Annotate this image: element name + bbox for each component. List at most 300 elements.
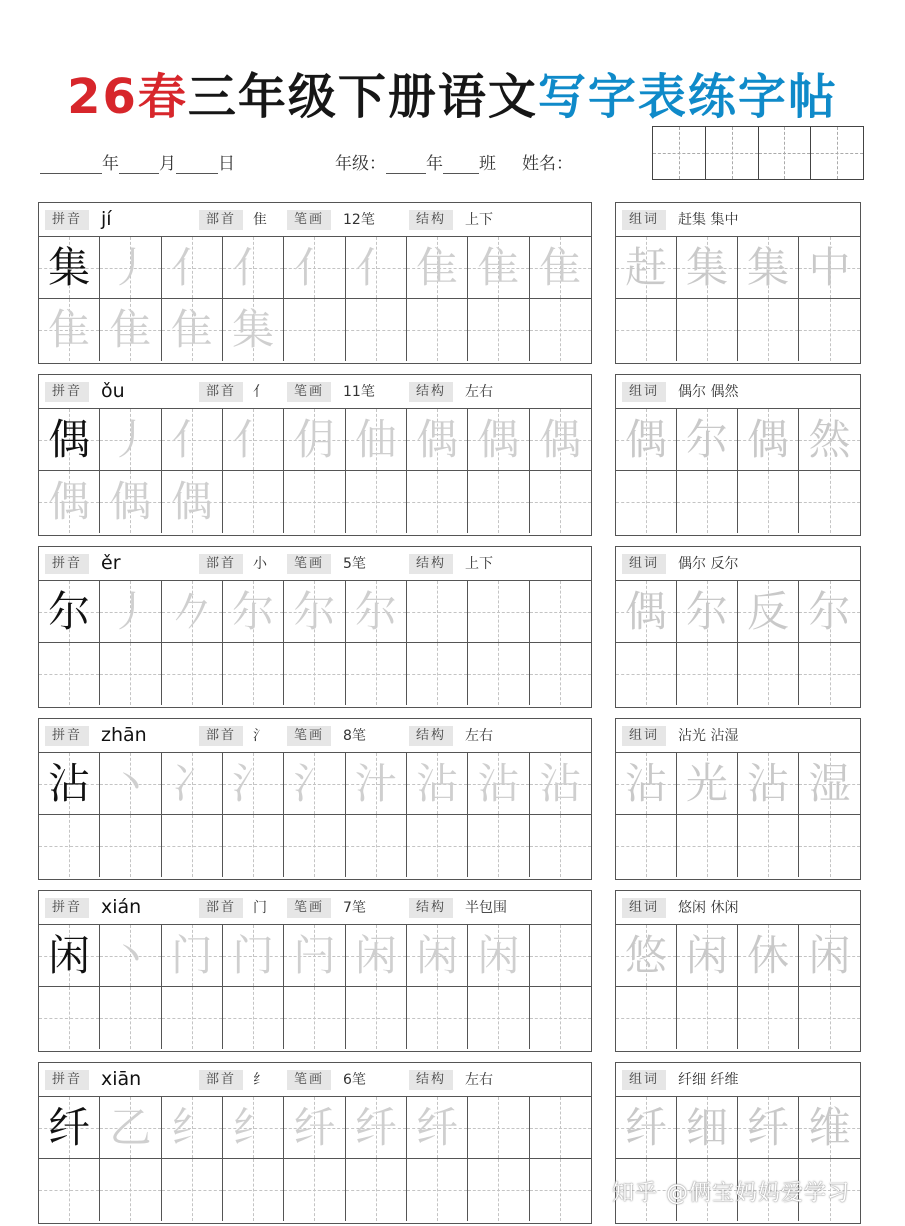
- word-cell[interactable]: [738, 237, 799, 299]
- practice-block: [38, 718, 861, 880]
- word-cell[interactable]: [616, 471, 677, 533]
- word-cell[interactable]: [738, 753, 799, 815]
- word-cell[interactable]: [677, 643, 738, 705]
- trace-char: 维: [808, 1102, 851, 1152]
- practice-cell[interactable]: [468, 987, 529, 1049]
- char-header: [39, 375, 591, 409]
- pinyin-value: ǒu: [101, 380, 125, 402]
- pinyin-value: ěr: [101, 552, 121, 574]
- month-label: 月: [159, 154, 176, 174]
- practice-cell[interactable]: [346, 753, 407, 815]
- structure-label: 结构: [409, 210, 453, 230]
- word-cell[interactable]: [677, 299, 738, 361]
- words-value: 沾光 沾湿: [678, 728, 739, 744]
- practice-cell[interactable]: [346, 581, 407, 643]
- structure-value: 上下: [465, 212, 493, 228]
- trace-char: 沾: [746, 758, 789, 808]
- structure-label: 结构: [409, 382, 453, 402]
- practice-cell[interactable]: [39, 471, 100, 533]
- strokes-label: 笔画: [287, 1070, 331, 1090]
- practice-cell[interactable]: [468, 237, 529, 299]
- stroke-step-char: 纟: [170, 1102, 213, 1152]
- trace-char: 闲: [808, 930, 851, 980]
- practice-cell[interactable]: [407, 987, 468, 1049]
- trace-char: 纤: [624, 1102, 667, 1152]
- practice-cell[interactable]: [284, 581, 345, 643]
- practice-cell[interactable]: [162, 815, 223, 877]
- structure-value: 左右: [465, 384, 493, 400]
- trace-char: 休: [746, 930, 789, 980]
- words-label: 组词: [622, 554, 666, 574]
- stroke-step-char: 纤: [354, 1102, 397, 1152]
- strokes-label: 笔画: [287, 726, 331, 746]
- strokes-label: 笔画: [287, 210, 331, 230]
- practice-cell[interactable]: [407, 471, 468, 533]
- practice-cell[interactable]: [100, 299, 161, 361]
- practice-cell[interactable]: [39, 643, 100, 705]
- word-cell[interactable]: [677, 1097, 738, 1159]
- stroke-step-char: 偶: [48, 477, 91, 526]
- word-cell[interactable]: [799, 925, 860, 987]
- trace-char: 集: [746, 242, 789, 292]
- name-box[interactable]: [652, 126, 864, 180]
- practice-cell[interactable]: [530, 237, 591, 299]
- structure-label: 结构: [409, 898, 453, 918]
- word-cell[interactable]: [799, 987, 860, 1049]
- word-cell[interactable]: [616, 409, 677, 471]
- practice-cell[interactable]: [39, 237, 100, 299]
- words-value: 偶尔 偶然: [678, 384, 739, 400]
- title-blue: 写字表练字帖: [537, 69, 838, 125]
- stroke-step-char: 闲: [477, 930, 520, 980]
- practice-cell[interactable]: [346, 1097, 407, 1159]
- practice-cell[interactable]: [284, 299, 345, 361]
- practice-cell[interactable]: [407, 237, 468, 299]
- pinyin-value: jí: [101, 208, 112, 230]
- stroke-step-char: 偶: [170, 477, 213, 526]
- structure-label: 结构: [409, 1070, 453, 1090]
- trace-char: 纤: [746, 1102, 789, 1152]
- word-cell[interactable]: [738, 1097, 799, 1159]
- stroke-step-char: 偶: [416, 414, 459, 464]
- grade-year-label: 年: [426, 154, 443, 174]
- day-blank[interactable]: [176, 154, 218, 174]
- words-header: [616, 547, 860, 581]
- trace-char: 赶: [624, 242, 667, 292]
- practice-cell[interactable]: [346, 1159, 407, 1221]
- word-cell[interactable]: [616, 581, 677, 643]
- stroke-step-char: 隹: [48, 305, 91, 354]
- word-cell[interactable]: [799, 581, 860, 643]
- radical-value: 氵: [253, 728, 267, 744]
- words-value: 赶集 集中: [678, 212, 739, 228]
- word-cell[interactable]: [616, 643, 677, 705]
- words-header: [616, 719, 860, 753]
- word-cell[interactable]: [799, 237, 860, 299]
- stroke-step-char: 汁: [354, 758, 397, 808]
- practice-cell[interactable]: [100, 1097, 161, 1159]
- words-label: 组词: [622, 1070, 666, 1090]
- stroke-step-char: 纟: [232, 1102, 275, 1152]
- practice-cell[interactable]: [530, 925, 591, 987]
- stroke-step-char: 隹: [539, 242, 582, 292]
- structure-value: 左右: [465, 1072, 493, 1088]
- day-label: 日: [218, 154, 235, 174]
- trace-char: 集: [685, 242, 728, 292]
- strokes-value: 7笔: [343, 900, 366, 916]
- practice-cell[interactable]: [407, 815, 468, 877]
- practice-cell[interactable]: [346, 471, 407, 533]
- grade-label: 年级：: [335, 154, 386, 174]
- practice-cell[interactable]: [346, 815, 407, 877]
- words-label: 组词: [622, 210, 666, 230]
- practice-cell[interactable]: [346, 237, 407, 299]
- practice-cell[interactable]: [468, 925, 529, 987]
- trace-char: 然: [808, 414, 851, 464]
- structure-label: 结构: [409, 726, 453, 746]
- radical-value: 小: [253, 556, 267, 572]
- practice-cell[interactable]: [223, 1097, 284, 1159]
- practice-cell[interactable]: [39, 815, 100, 877]
- practice-cell[interactable]: [530, 471, 591, 533]
- practice-cell[interactable]: [100, 581, 161, 643]
- trace-char: 尔: [685, 586, 728, 636]
- practice-cell[interactable]: [346, 299, 407, 361]
- practice-cell[interactable]: [530, 643, 591, 705]
- practice-cell[interactable]: [346, 409, 407, 471]
- practice-cell[interactable]: [162, 753, 223, 815]
- stroke-step-char: 隹: [416, 242, 459, 292]
- strokes-value: 11笔: [343, 384, 375, 400]
- practice-cell[interactable]: [284, 987, 345, 1049]
- word-cell[interactable]: [738, 987, 799, 1049]
- practice-cell[interactable]: [468, 299, 529, 361]
- practice-cell[interactable]: [223, 299, 284, 361]
- words-panel: [615, 546, 861, 708]
- word-cell[interactable]: [799, 1097, 860, 1159]
- practice-cell[interactable]: [100, 237, 161, 299]
- words-panel: [615, 718, 861, 880]
- practice-cell[interactable]: [407, 299, 468, 361]
- practice-cell[interactable]: [100, 643, 161, 705]
- char-header: [39, 203, 591, 237]
- word-cell[interactable]: [738, 581, 799, 643]
- radical-value: 隹: [253, 212, 267, 228]
- char-panel: [38, 1062, 592, 1224]
- pinyin-label: 拼音: [45, 898, 89, 918]
- stroke-step-char: 丿: [109, 414, 152, 464]
- radical-value: 亻: [253, 384, 267, 400]
- month-blank[interactable]: [119, 154, 159, 174]
- pinyin-label: 拼音: [45, 726, 89, 746]
- stroke-step-char: 氵: [293, 758, 336, 808]
- grade-year-blank[interactable]: [386, 154, 426, 174]
- word-cell[interactable]: [799, 753, 860, 815]
- words-panel: [615, 890, 861, 1052]
- practice-cell[interactable]: [468, 409, 529, 471]
- word-cell[interactable]: [616, 299, 677, 361]
- word-cell[interactable]: [738, 409, 799, 471]
- practice-cell[interactable]: [162, 643, 223, 705]
- practice-cell[interactable]: [284, 1159, 345, 1221]
- char-header: [39, 1063, 591, 1097]
- word-cell[interactable]: [616, 753, 677, 815]
- model-char: 尔: [48, 586, 91, 636]
- char-panel: [38, 718, 592, 880]
- pinyin-value: xián: [101, 896, 142, 918]
- practice-cell[interactable]: [468, 471, 529, 533]
- practice-cell[interactable]: [530, 409, 591, 471]
- practice-cell[interactable]: [407, 753, 468, 815]
- trace-char: 反: [746, 586, 789, 636]
- practice-cell[interactable]: [39, 299, 100, 361]
- word-cell[interactable]: [799, 299, 860, 361]
- stroke-step-char: 冫: [170, 758, 213, 808]
- pinyin-label: 拼音: [45, 382, 89, 402]
- structure-value: 上下: [465, 556, 493, 572]
- stroke-step-char: 偶: [109, 477, 152, 526]
- words-header: [616, 375, 860, 409]
- word-cell[interactable]: [616, 987, 677, 1049]
- info-line: [40, 146, 573, 174]
- practice-cell[interactable]: [468, 581, 529, 643]
- stroke-step-char: 集: [232, 305, 275, 354]
- practice-cell[interactable]: [223, 581, 284, 643]
- stroke-step-char: 隹: [477, 242, 520, 292]
- word-cell[interactable]: [677, 815, 738, 877]
- words-panel: [615, 202, 861, 364]
- trace-char: 光: [685, 758, 728, 808]
- model-char: 闲: [48, 930, 91, 980]
- practice-cell[interactable]: [530, 581, 591, 643]
- words-label: 组词: [622, 898, 666, 918]
- stroke-step-char: 亻: [232, 242, 275, 292]
- practice-cell[interactable]: [346, 987, 407, 1049]
- practice-cell[interactable]: [100, 815, 161, 877]
- practice-cell[interactable]: [284, 1097, 345, 1159]
- practice-cell[interactable]: [39, 409, 100, 471]
- practice-cell[interactable]: [39, 581, 100, 643]
- practice-cell[interactable]: [346, 925, 407, 987]
- practice-cell[interactable]: [468, 1159, 529, 1221]
- word-cell[interactable]: [677, 925, 738, 987]
- practice-cell[interactable]: [530, 299, 591, 361]
- strokes-value: 8笔: [343, 728, 366, 744]
- practice-cell[interactable]: [162, 237, 223, 299]
- words-value: 悠闲 休闲: [678, 900, 739, 916]
- char-panel: [38, 890, 592, 1052]
- stroke-step-char: 亻: [232, 414, 275, 464]
- year-blank[interactable]: [40, 154, 102, 174]
- words-header: [616, 1063, 860, 1097]
- practice-cell[interactable]: [284, 643, 345, 705]
- stroke-step-char: 丿: [109, 242, 152, 292]
- practice-cell[interactable]: [530, 815, 591, 877]
- structure-value: 左右: [465, 728, 493, 744]
- radical-value: 门: [253, 900, 267, 916]
- stroke-step-char: 亻: [293, 242, 336, 292]
- practice-cell[interactable]: [223, 925, 284, 987]
- word-cell[interactable]: [616, 815, 677, 877]
- practice-cell[interactable]: [407, 925, 468, 987]
- word-cell[interactable]: [616, 237, 677, 299]
- practice-cell[interactable]: [223, 643, 284, 705]
- practice-cell[interactable]: [284, 925, 345, 987]
- practice-cell[interactable]: [162, 925, 223, 987]
- practice-cell[interactable]: [39, 1097, 100, 1159]
- practice-cell[interactable]: [530, 987, 591, 1049]
- stroke-step-char: 尔: [232, 586, 275, 636]
- char-panel: [38, 374, 592, 536]
- char-header: [39, 891, 591, 925]
- strokes-label: 笔画: [287, 554, 331, 574]
- practice-cell[interactable]: [162, 987, 223, 1049]
- stroke-step-char: 亻: [170, 242, 213, 292]
- practice-cell[interactable]: [100, 409, 161, 471]
- practice-cell[interactable]: [100, 471, 161, 533]
- practice-cell[interactable]: [468, 753, 529, 815]
- practice-cell[interactable]: [223, 815, 284, 877]
- practice-cell[interactable]: [468, 815, 529, 877]
- trace-char: 湿: [808, 758, 851, 808]
- words-header: [616, 891, 860, 925]
- practice-cell[interactable]: [284, 815, 345, 877]
- words-label: 组词: [622, 726, 666, 746]
- radical-label: 部首: [199, 554, 243, 574]
- practice-cell[interactable]: [39, 925, 100, 987]
- stroke-step-char: 尔: [293, 586, 336, 636]
- practice-cell[interactable]: [223, 1159, 284, 1221]
- radical-label: 部首: [199, 898, 243, 918]
- word-cell[interactable]: [616, 1097, 677, 1159]
- word-cell[interactable]: [799, 643, 860, 705]
- practice-cell[interactable]: [530, 753, 591, 815]
- word-cell[interactable]: [799, 409, 860, 471]
- model-char: 集: [48, 242, 91, 292]
- pinyin-label: 拼音: [45, 554, 89, 574]
- practice-cell[interactable]: [100, 1159, 161, 1221]
- practice-block: [38, 374, 861, 536]
- practice-cell[interactable]: [407, 1159, 468, 1221]
- model-char: 沾: [48, 758, 91, 808]
- structure-value: 半包围: [465, 900, 507, 916]
- word-cell[interactable]: [738, 471, 799, 533]
- stroke-step-char: 亻: [354, 242, 397, 292]
- radical-label: 部首: [199, 726, 243, 746]
- word-cell[interactable]: [677, 409, 738, 471]
- name-label: 姓名：: [522, 154, 573, 174]
- stroke-step-char: 隹: [170, 305, 213, 354]
- word-cell[interactable]: [677, 237, 738, 299]
- strokes-value: 12笔: [343, 212, 375, 228]
- strokes-value: 6笔: [343, 1072, 366, 1088]
- practice-cell[interactable]: [284, 471, 345, 533]
- stroke-step-char: 仴: [293, 414, 336, 464]
- trace-char: 尔: [685, 414, 728, 464]
- radical-label: 部首: [199, 210, 243, 230]
- practice-cell[interactable]: [468, 1097, 529, 1159]
- practice-cell[interactable]: [162, 409, 223, 471]
- practice-cell[interactable]: [162, 581, 223, 643]
- pinyin-value: xiān: [101, 1068, 142, 1090]
- practice-cell[interactable]: [530, 1097, 591, 1159]
- practice-cell[interactable]: [223, 753, 284, 815]
- char-panel: [38, 202, 592, 364]
- practice-cell[interactable]: [100, 753, 161, 815]
- stroke-step-char: 纤: [293, 1102, 336, 1152]
- stroke-step-char: 氵: [232, 758, 275, 808]
- practice-cell[interactable]: [162, 299, 223, 361]
- practice-cell[interactable]: [284, 237, 345, 299]
- practice-cell[interactable]: [407, 643, 468, 705]
- practice-cell[interactable]: [468, 643, 529, 705]
- word-cell[interactable]: [799, 815, 860, 877]
- stroke-step-char: 伷: [354, 414, 397, 464]
- practice-cell[interactable]: [223, 237, 284, 299]
- word-cell[interactable]: [677, 753, 738, 815]
- radical-label: 部首: [199, 1070, 243, 1090]
- word-cell[interactable]: [738, 299, 799, 361]
- practice-cell[interactable]: [223, 471, 284, 533]
- char-panel: [38, 546, 592, 708]
- word-cell[interactable]: [616, 925, 677, 987]
- word-cell[interactable]: [738, 815, 799, 877]
- model-char: 纤: [48, 1102, 91, 1152]
- word-cell[interactable]: [677, 987, 738, 1049]
- practice-cell[interactable]: [162, 471, 223, 533]
- stroke-step-char: 隹: [109, 305, 152, 354]
- stroke-step-char: 丶: [109, 930, 152, 980]
- practice-cell[interactable]: [39, 753, 100, 815]
- stroke-step-char: 闲: [354, 930, 397, 980]
- words-value: 偶尔 反尔: [678, 556, 739, 572]
- title-red: 26春: [67, 69, 188, 125]
- strokes-label: 笔画: [287, 898, 331, 918]
- strokes-value: 5笔: [343, 556, 366, 572]
- practice-block: [38, 546, 861, 708]
- practice-cell[interactable]: [223, 409, 284, 471]
- practice-cell[interactable]: [100, 987, 161, 1049]
- strokes-label: 笔画: [287, 382, 331, 402]
- practice-cell[interactable]: [39, 987, 100, 1049]
- words-panel: [615, 374, 861, 536]
- practice-cell[interactable]: [39, 1159, 100, 1221]
- word-cell[interactable]: [738, 643, 799, 705]
- word-cell[interactable]: [677, 471, 738, 533]
- practice-cell[interactable]: [223, 987, 284, 1049]
- practice-cell[interactable]: [407, 581, 468, 643]
- word-cell[interactable]: [799, 471, 860, 533]
- practice-cell[interactable]: [284, 753, 345, 815]
- practice-cell[interactable]: [407, 409, 468, 471]
- page-title: [0, 58, 905, 127]
- practice-cell[interactable]: [407, 1097, 468, 1159]
- practice-cell[interactable]: [346, 643, 407, 705]
- words-value: 纤细 纤维: [678, 1072, 739, 1088]
- class-blank[interactable]: [443, 154, 479, 174]
- practice-cell[interactable]: [162, 1159, 223, 1221]
- stroke-step-char: 丿: [109, 586, 152, 636]
- stroke-step-char: 偶: [477, 414, 520, 464]
- practice-cell[interactable]: [162, 1097, 223, 1159]
- stroke-step-char: 沾: [539, 758, 582, 808]
- practice-cell[interactable]: [100, 925, 161, 987]
- practice-cell[interactable]: [530, 1159, 591, 1221]
- radical-label: 部首: [199, 382, 243, 402]
- practice-cell[interactable]: [284, 409, 345, 471]
- word-cell[interactable]: [677, 581, 738, 643]
- word-cell[interactable]: [738, 925, 799, 987]
